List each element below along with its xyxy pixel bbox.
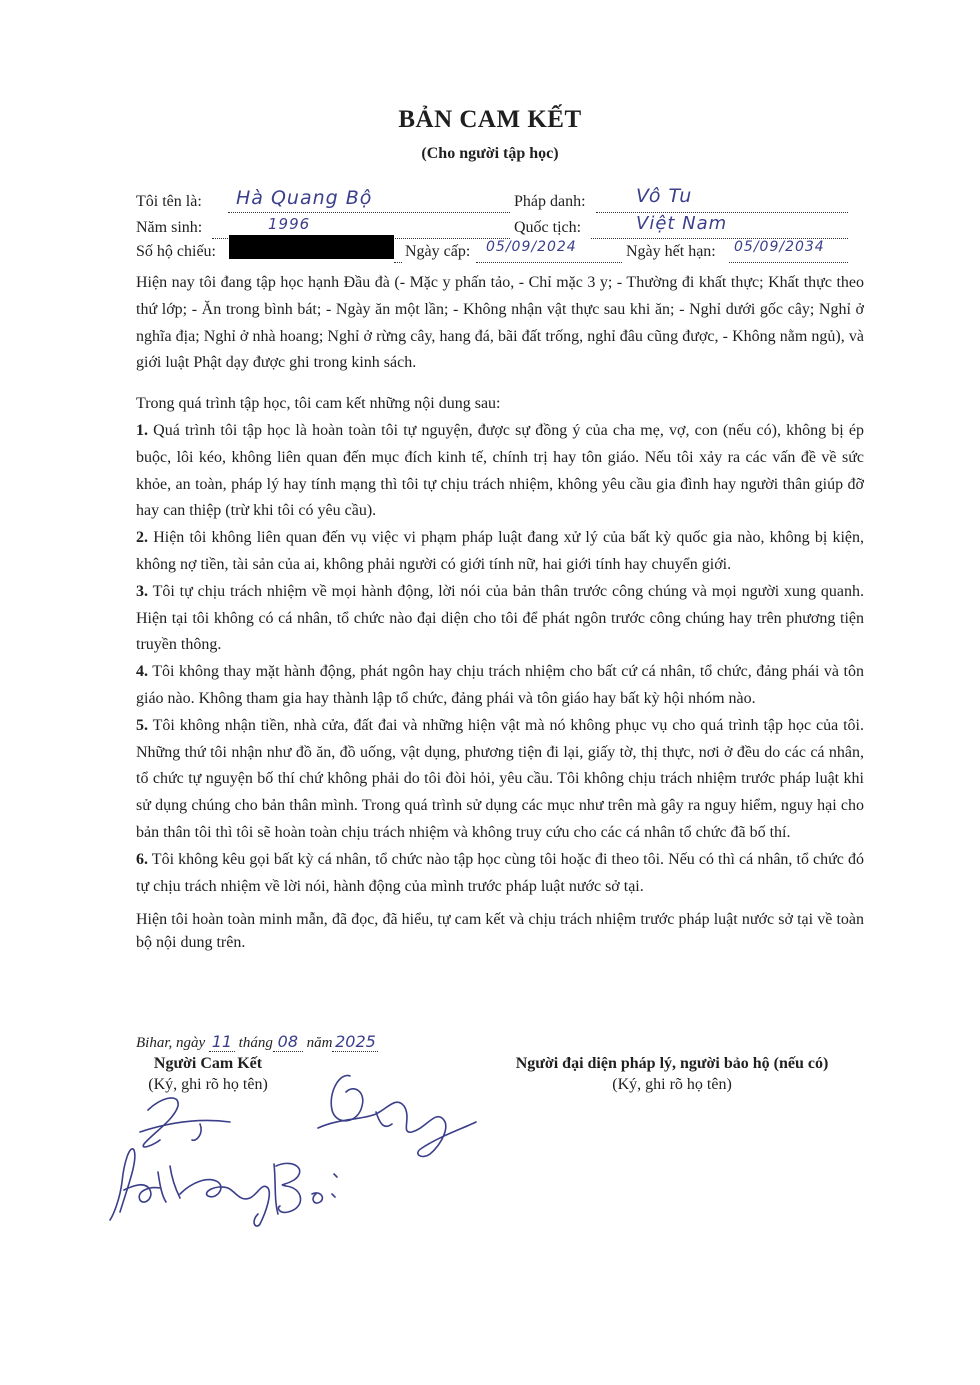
item-text: Hiện tôi không liên quan đến vụ việc vi phạm pháp luật đang xử lý của bất kỳ quốc gia nào, không bị kiện, không nợ tiền, tài sản của ai, không phải người có giới tính nữ, hai giới tính hay chuyển giới. — [136, 529, 864, 573]
commitment-item-5 — [136, 713, 864, 847]
passport-label: Số hộ chiếu: — [136, 243, 216, 260]
item-number: 4. — [136, 663, 148, 681]
dateline-year-label: năm — [306, 1035, 333, 1051]
lead-paragraph: Trong quá trình tập học, tôi cam kết những nội dung sau: — [136, 395, 501, 413]
name-value: Hà Quang Bộ — [236, 187, 373, 209]
birth-label: Năm sinh: — [136, 219, 203, 236]
item-number: 3. — [136, 582, 148, 600]
dateline-place: Bihar, ngày — [136, 1035, 206, 1051]
item-number: 1. — [136, 421, 148, 439]
commitment-item-6 — [136, 847, 864, 901]
dateline-day: 11 — [209, 1032, 235, 1052]
signer-note: (Ký, ghi rõ họ tên) — [148, 1076, 268, 1093]
name-row — [136, 185, 852, 215]
guardian-note: (Ký, ghi rõ họ tên) — [612, 1076, 732, 1093]
document-subtitle: (Cho người tập học) — [421, 145, 559, 162]
name-label: Tôi tên là: — [136, 193, 202, 210]
item-text: Tôi tự chịu trách nhiệm về mọi hành động, lời nói của bản thân trước công chúng và mọi người xung quanh. Hiện tại tôi không có cá nhân, tổ chức nào đại diện cho tôi để phát ngôn trước công chúng hay trên phương tiện truyền thông. — [136, 582, 864, 654]
dateline-year: 2025 — [332, 1032, 378, 1052]
dateline-month-label: tháng — [238, 1035, 273, 1051]
dharma-label: Pháp danh: — [514, 193, 586, 210]
commitment-body — [136, 270, 864, 954]
birth-value: 1996 — [268, 215, 311, 233]
expiry-value: 05/09/2034 — [734, 239, 825, 255]
expiry-label: Ngày hết hạn: — [626, 243, 716, 260]
intro-paragraph: Hiện nay tôi đang tập học hạnh Đầu đà (- Mặc y phấn tảo, - Chỉ mặc 3 y; - Thường đi khất thực; Khất thực theo thứ lớp; - Ăn trong bình bát; - Ngày ăn một lần; - Không nhận vật thực sau khi ăn; - Nghỉ dưới gốc cây; Nghỉ ở nghĩa địa; Nghỉ ở nhà hoang; Nghỉ ở rừng cây, hang đá, bãi đất trống, nghỉ đâu cũng được, - Không nằm ngủ), và giới luật Phật dạy được ghi trong kinh sách. — [136, 274, 864, 372]
nationality-label: Quốc tịch: — [514, 219, 582, 236]
handwritten-signature — [100, 1062, 480, 1232]
item-text: Tôi không thay mặt hành động, phát ngôn hay chịu trách nhiệm cho bất cứ cá nhân, tổ chức, đảng phái và tôn giáo nào. Không tham gia hay thành lập tổ chức, đảng phái và tôn giáo hay bất kỳ hội nhóm nào. — [136, 663, 864, 707]
nationality-value: Việt Nam — [636, 213, 728, 234]
dharma-dotted-line — [596, 195, 848, 213]
item-number: 2. — [136, 529, 148, 547]
item-text: Tôi không nhận tiền, nhà cửa, đất đai và những hiện vật mà nó không phục vụ cho quá trình tập học của tôi. Những thứ tôi nhận như đồ ăn, đồ uống, vật dụng, phương tiện đi lại, giấy tờ, thị thực, nơi ở đều do các cá nhân, tổ chức tự nguyện bố thí chứ không phải do tôi đòi hỏi, yêu cầu. Tôi không chịu trách nhiệm trước pháp luật khi sử dụng chúng cho bản thân mình. Trong quá trình sử dụng các mục như trên mà gây ra nguy hiểm, nguy hại cho bản thân tôi thì tôi sẽ hoàn toàn chịu trách nhiệm và không truy cứu cho các cá nhân tổ chức đã bố thí. — [136, 716, 864, 841]
closing-paragraph: Hiện tôi hoàn toàn minh mẫn, đã đọc, đã hiểu, tự cam kết và chịu trách nhiệm trước pháp luật nước sở tại về toàn bộ nội dung trên. — [136, 911, 864, 952]
dharma-value: Vô Tu — [636, 185, 693, 207]
item-number: 5. — [136, 716, 148, 734]
document-title: BẢN CAM KẾT — [398, 106, 582, 133]
commitment-item-3 — [136, 579, 864, 659]
dateline — [136, 1032, 378, 1052]
issue-label: Ngày cấp: — [405, 243, 471, 260]
item-text: Quá trình tôi tập học là hoàn toàn tôi tự nguyện, được sự đồng ý của cha mẹ, vợ, con (nếu có), không bị ép buộc, lôi kéo, không liên quan đến mục đích kinh tế, chính trị hay tôn giáo. Nếu tôi xảy ra các vấn đề về sức khỏe, an toàn, pháp lý hay tính mạng thì tôi tự chịu trách nhiệm, không yêu cầu gia đình hay người thân giúp đỡ hay can thiệp (trừ khi tôi có yêu cầu). — [136, 421, 864, 520]
issue-value: 05/09/2024 — [486, 239, 577, 255]
signer-title: Người Cam Kết — [153, 1055, 263, 1072]
item-text: Tôi không kêu gọi bất kỳ cá nhân, tổ chức nào tập học cùng tôi hoặc đi theo tôi. Nếu có thì cá nhân, tổ chức đó tự chịu trách nhiệm về lời nói, hành động của mình trước pháp luật nước sở tại. — [136, 850, 864, 895]
passport-redaction — [229, 235, 394, 259]
item-number: 6. — [136, 850, 148, 868]
passport-dotted-line — [394, 245, 402, 263]
commitment-item-1 — [136, 418, 864, 525]
commitment-item-4 — [136, 659, 864, 713]
guardian-title: Người đại diện pháp lý, người bảo hộ (nếu có) — [515, 1055, 829, 1072]
commitment-item-2 — [136, 525, 864, 579]
passport-row — [136, 239, 852, 265]
dateline-month: 08 — [273, 1032, 303, 1052]
